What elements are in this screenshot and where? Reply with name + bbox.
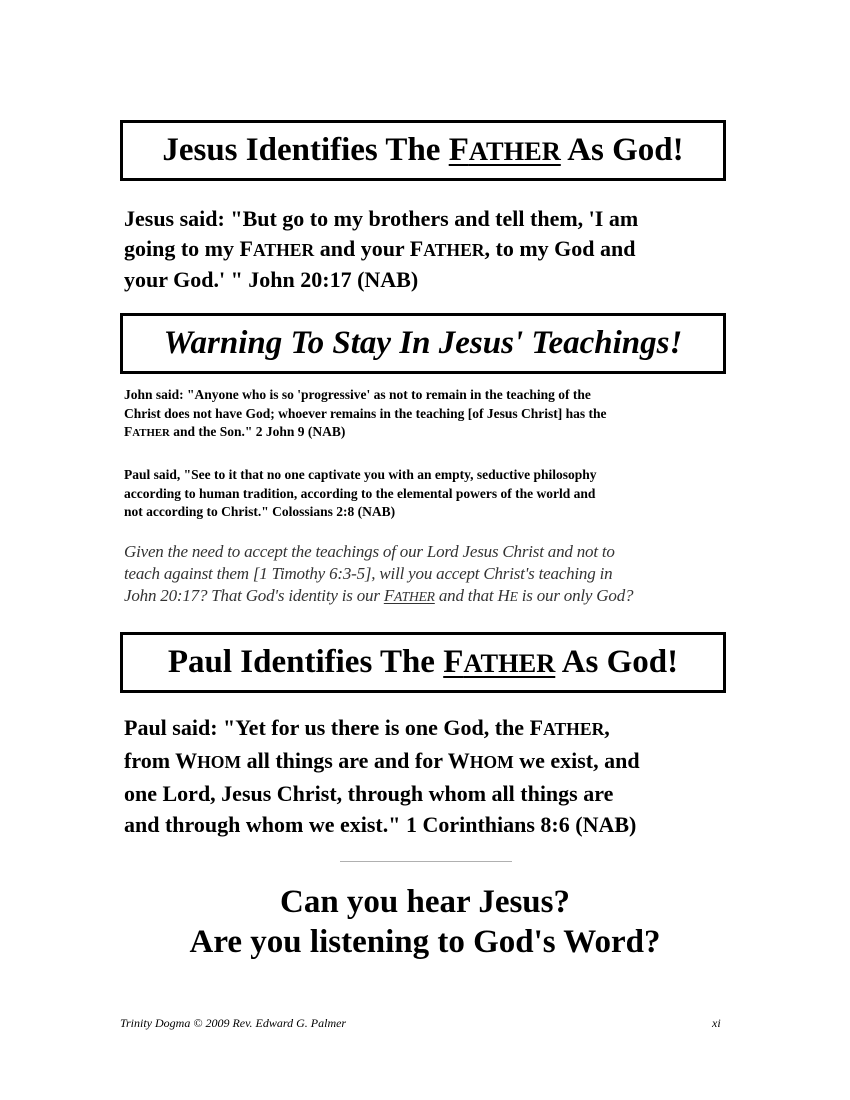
- footer-page-number: xi: [712, 1016, 721, 1030]
- quote2-line3-rest: and the Son." 2 John 9 (NAB): [169, 424, 346, 439]
- quote3-line3: not according to Christ." Colossians 2:8 (NAB): [124, 504, 396, 519]
- quote4-line2: [124, 745, 640, 778]
- quote3-line1: Paul said, "See to it that no one captivate you with an empty, seductive philosophy: [124, 467, 597, 482]
- quote4-line2-b: all things are and for: [241, 748, 448, 773]
- reflection-father: FATHER: [383, 586, 435, 605]
- quote4-father: FATHER: [529, 715, 605, 740]
- quote2-line2: Christ does not have God; whoever remains in the teaching [of Jesus Christ] has the: [124, 405, 607, 421]
- quote4-line4: and through whom we exist." 1 Corinthians 8:6 (NAB): [124, 812, 637, 837]
- reflection-line3-b: and that: [434, 586, 498, 605]
- heading1-pre: Jesus Identifies The: [162, 132, 449, 168]
- quote1-line1: Jesus said: "But go to my brothers and tell them, 'I am: [124, 206, 639, 231]
- quote2-line3: [124, 423, 607, 443]
- quote4-line2-c: we exist, and: [513, 748, 640, 773]
- quote1-father1: FATHER: [239, 236, 315, 261]
- quote4-line1: [124, 712, 640, 745]
- quote4-line1-a: Paul said: "Yet for us there is one God, the: [124, 715, 530, 740]
- quote-1-corinthians-8-6: [124, 712, 640, 840]
- reflection-line3-c: is our only God?: [517, 586, 634, 605]
- quote4-whom2: WHOM: [447, 748, 514, 773]
- quote4-line3: one Lord, Jesus Christ, through whom all things are: [124, 781, 614, 806]
- quote4-whom1: WHOM: [175, 748, 242, 773]
- quote1-line2: [124, 234, 638, 265]
- quote1-line2-a: going to my: [124, 236, 240, 261]
- reflection-question: [124, 541, 633, 608]
- quote1-line3: your God.' " John 20:17 (NAB): [124, 267, 419, 292]
- quote1-father2: FATHER: [409, 236, 485, 261]
- heading1-post: As God!: [560, 132, 684, 168]
- quote2-line1: John said: "Anyone who is so 'progressive' as not to remain in the teaching of the: [124, 387, 591, 402]
- separator-line: [340, 861, 512, 862]
- quote1-line2-c: , to my God and: [484, 236, 636, 261]
- heading1-father: FATHER: [448, 132, 561, 168]
- closing-line-1: Can you hear Jesus?: [279, 884, 571, 920]
- reflection-line3-a: John 20:17? That God's identity is our: [124, 586, 384, 605]
- reflection-he: HE: [497, 586, 518, 605]
- quote1-line2-b: and your: [314, 236, 410, 261]
- reflection-line1: Given the need to accept the teachings of our Lord Jesus Christ and not to: [124, 542, 615, 561]
- footer-copyright: Trinity Dogma © 2009 Rev. Edward G. Palmer: [120, 1016, 347, 1030]
- quote4-line1-b: ,: [604, 715, 610, 740]
- reflection-line2: teach against them [1 Timothy 6:3-5], will you accept Christ's teaching in: [124, 564, 613, 583]
- quote3-line2: according to human tradition, according to the elemental powers of the world and: [124, 485, 596, 501]
- closing-line-2: Are you listening to God's Word?: [189, 924, 661, 960]
- quote-colossians-2-8: [124, 466, 597, 522]
- quote-2-john-9: [124, 386, 607, 443]
- quote2-father: FATHER: [124, 424, 170, 439]
- quote-john-20-17: [124, 204, 638, 295]
- heading-warning-stay-in-teachings: Warning To Stay In Jesus' Teachings!: [120, 313, 726, 374]
- heading-jesus-identifies-father: [120, 120, 726, 181]
- heading3-post: As God!: [555, 644, 679, 680]
- quote4-line2-a: from: [124, 748, 176, 773]
- heading-paul-identifies-father: [120, 632, 726, 693]
- heading3-pre: Paul Identifies The: [167, 644, 444, 680]
- heading3-father: FATHER: [443, 644, 556, 680]
- reflection-line3: [124, 585, 633, 608]
